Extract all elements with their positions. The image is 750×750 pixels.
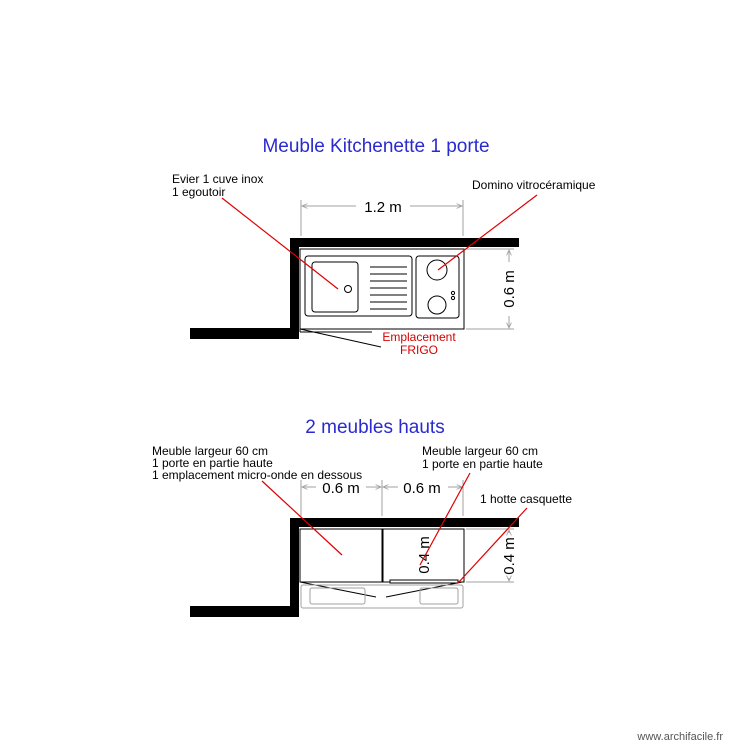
outer-depth-dim-label: 0.4 m <box>501 537 518 575</box>
left-note-line2: 1 porte en partie haute <box>152 456 273 470</box>
left-note-line1: Meuble largeur 60 cm <box>152 444 269 458</box>
right-width-dim-label: 0.6 m <box>403 480 441 497</box>
inner-depth-dim-label: 0.4 m <box>416 536 433 574</box>
depth-dim-label: 0.6 m <box>501 270 518 308</box>
fridge-note-line2: FRIGO <box>400 343 438 357</box>
watermark: www.archifacile.fr <box>637 731 723 743</box>
left-upper-cabinet <box>300 529 382 582</box>
left-width-dim-label: 0.6 m <box>322 480 360 497</box>
depth-dimension <box>466 249 518 329</box>
width-dim-label: 1.2 m <box>364 199 402 216</box>
return-wall <box>190 328 299 339</box>
upper-return-wall <box>190 606 299 617</box>
right-door-swing <box>386 582 462 597</box>
back-wall <box>290 238 519 247</box>
upper-walls <box>190 518 519 617</box>
hob-note: Domino vitrocéramique <box>472 178 596 192</box>
hob-icon <box>416 256 459 318</box>
upper-width-dimensions <box>301 480 463 516</box>
section1-title: Meuble Kitchenette 1 porte <box>262 136 490 157</box>
sink-note-line2: 1 egoutoir <box>172 185 226 199</box>
hood-outline <box>390 580 458 583</box>
right-note-line2: 1 porte en partie haute <box>422 457 543 471</box>
sink-note-line1: Evier 1 cuve inox <box>172 172 264 186</box>
upper-side-wall <box>290 518 299 617</box>
width-dimension <box>301 199 463 236</box>
cabinet-outline <box>300 249 464 329</box>
left-note-line3: 1 emplacement micro-onde en dessous <box>152 468 363 482</box>
upper-cabinets <box>300 529 464 608</box>
section2-title: 2 meubles hauts <box>305 417 445 438</box>
sink-icon <box>305 256 412 316</box>
upper-back-wall <box>290 518 519 527</box>
hood-note: 1 hotte casquette <box>480 492 573 506</box>
kitchen-walls <box>190 238 519 339</box>
right-note-line1: Meuble largeur 60 cm <box>422 444 539 458</box>
fridge-outline <box>300 329 381 347</box>
fridge-note-line1: Emplacement <box>382 330 456 344</box>
